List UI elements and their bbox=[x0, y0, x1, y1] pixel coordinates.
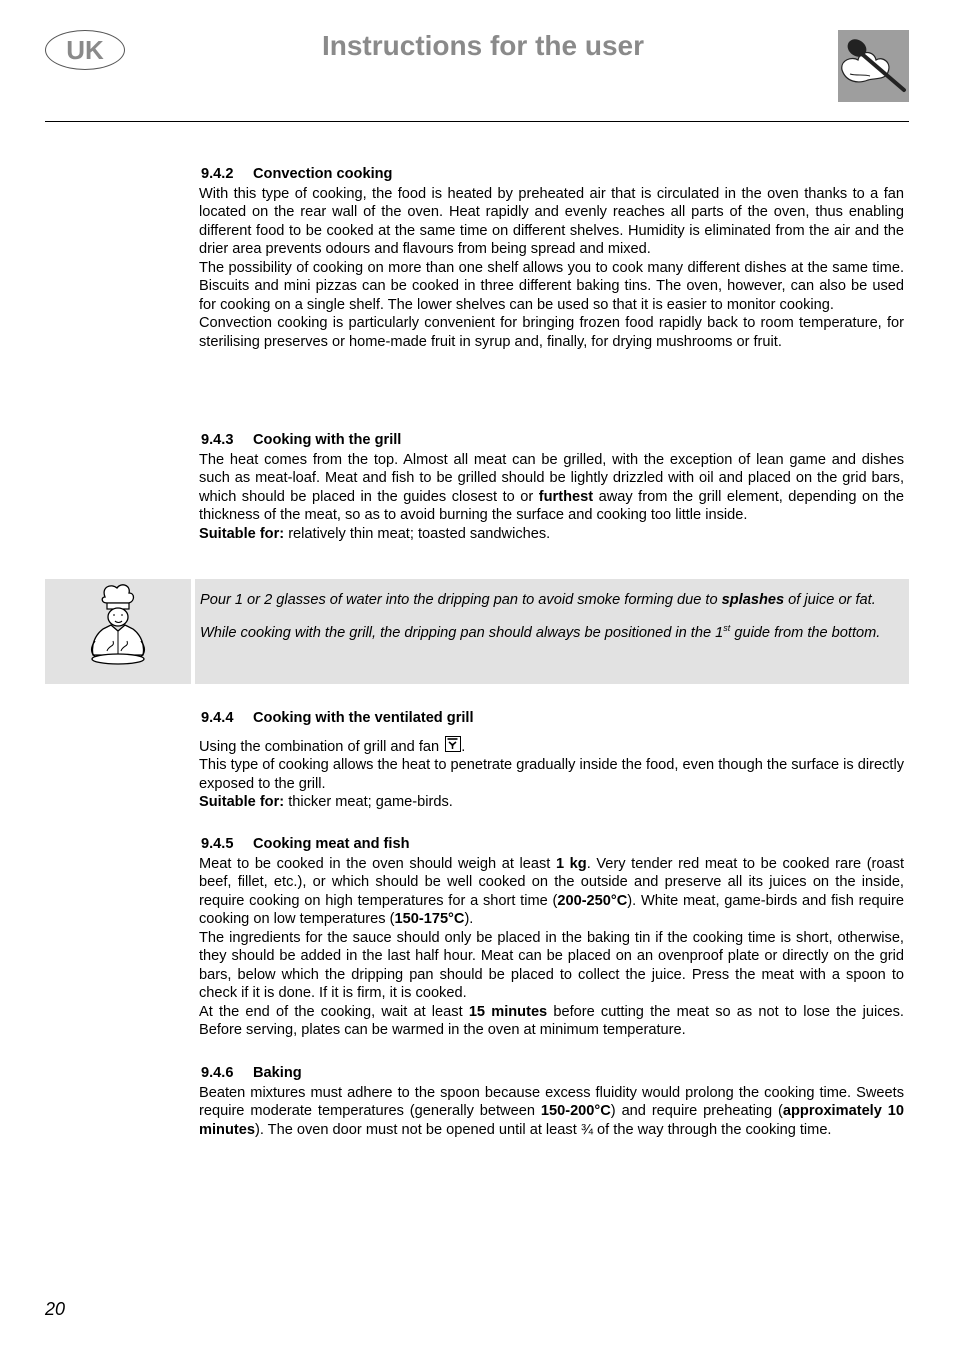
note-text-cell bbox=[195, 579, 909, 684]
section-9-4-3 bbox=[199, 431, 904, 543]
paragraph: Using the combination of grill and fan . bbox=[199, 736, 904, 757]
paragraph: Convection cooking is particularly convenient for bringing frozen food rapidly back to room temperature, for sterilising preserves or home-made fruit in syrup and, finally, for drying mushrooms or fruit. bbox=[199, 315, 904, 350]
note-box bbox=[45, 579, 909, 684]
spoon-hat-icon bbox=[838, 30, 909, 102]
uk-badge: UK bbox=[45, 30, 125, 70]
section-heading: 9.4.2 Convection cooking bbox=[201, 166, 393, 182]
section-9-4-4 bbox=[199, 709, 904, 812]
section-heading: 9.4.4 Cooking with the ventilated grill bbox=[201, 710, 474, 726]
section-9-4-5 bbox=[199, 835, 904, 1040]
paragraph: The heat comes from the top. Almost all meat can be grilled, with the exception of lean game and dishes such as meat-loaf. Meat and fish to be grilled should be lightly drizzled with oil and placed on the grid bars, which should be placed in the guides closest to or furthest away from the grill element, depending on the thickness of the meat, so as to avoid burning the surface and cooking too little inside. bbox=[199, 451, 904, 523]
chef-icon bbox=[45, 579, 191, 684]
chef-spoon-logo bbox=[838, 30, 909, 102]
page-number: 20 bbox=[45, 1299, 66, 1319]
section-9-4-2 bbox=[199, 165, 904, 351]
page-title: Instructions for the user bbox=[321, 30, 645, 61]
grill-fan-icon bbox=[445, 736, 461, 752]
suitable-for: Suitable for: relatively thin meat; toasted sandwiches. bbox=[199, 525, 551, 542]
paragraph: Meat to be cooked in the oven should weigh at least 1 kg. Very tender red meat to be cooked rare (roast beef, fillet, etc.), or which should be well cooked on the outside and preserve all its juices on the inside, require cooking on high temperatures for a short time (200-250°C). White meat, game-birds and fish require cooking on low temperatures (150-175°C). bbox=[199, 855, 905, 927]
section-heading: 9.4.6 Baking bbox=[201, 1065, 302, 1081]
note-icon-cell bbox=[45, 579, 191, 684]
section-9-4-6 bbox=[199, 1064, 904, 1139]
section-heading: 9.4.3 Cooking with the grill bbox=[201, 432, 402, 448]
section-heading: 9.4.5 Cooking meat and fish bbox=[201, 836, 410, 852]
paragraph: Beaten mixtures must adhere to the spoon because excess fluidity would prolong the cooking time. Sweets require moderate temperatures (generally between 150-200°C) and require preheating (approximately 10 minutes). The oven door must not be opened until at least ¾ of the way through the cooking time. bbox=[199, 1084, 904, 1138]
note-paragraph: Pour 1 or 2 glasses of water into the dripping pan to avoid smoke forming due to splashes of juice or fat. bbox=[200, 592, 876, 608]
paragraph: At the end of the cooking, wait at least 15 minutes before cutting the meat so as not to lose the juices. Before serving, plates can be warmed in the oven at minimum temperature. bbox=[199, 1003, 904, 1038]
header-rule bbox=[45, 121, 909, 122]
paragraph: The ingredients for the sauce should only be placed in the baking tin if the cooking time is short, otherwise, they should be added in the last half hour. Meat can be placed on an ovenproof plate or directly on the grid bars, below which the dripping pan should be placed to collect the juice. Press the meat with a spoon to check if it is done. If it is firm, it is cooked. bbox=[199, 929, 904, 1001]
paragraph: This type of cooking allows the heat to penetrate gradually inside the food, even though the surface is directly exposed to the grill. bbox=[199, 757, 904, 792]
paragraph: With this type of cooking, the food is heated by preheated air that is circulated in the oven thanks to a fan located on the rear wall of the oven. Heat rapidly and evenly reaches all parts of the oven, thus enabling different food to be cooked at the same time on different shelves. Humidity is eliminated from the air and the drier area prevents odours and flavours from being spread and mixed. bbox=[199, 185, 904, 257]
paragraph: The possibility of cooking on more than one shelf allows you to cook many different dishes at the same time. Biscuits and mini pizzas can be cooked in three different baking tins. The oven, however, can also be used for cooking on a single shelf. The lower shelves can be used so that it is easier to monitor cooking. bbox=[199, 259, 904, 313]
suitable-for: Suitable for: thicker meat; game-birds. bbox=[199, 794, 453, 810]
note-paragraph: While cooking with the grill, the dripping pan should always be positioned in the 1st guide from the bottom. bbox=[200, 622, 881, 641]
